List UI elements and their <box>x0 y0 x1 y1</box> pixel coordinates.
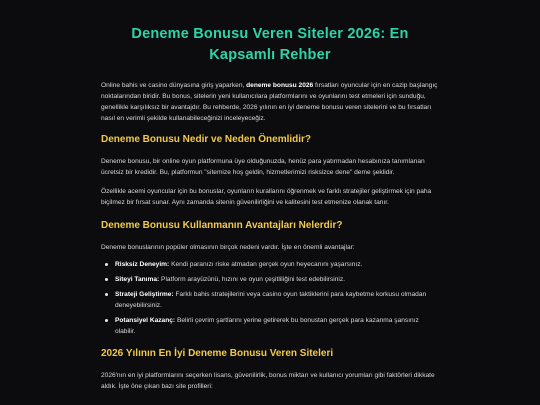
bullet-icon <box>105 319 108 322</box>
section3-paragraph-1: 2026'nın en iyi platformlarını seçerken lisans, güvenilirlik, bonus miktarı ve kullanıcı yorumları gibi faktörleri dikkate aldık. İşte öne çıkan bazı site profilleri: <box>101 372 435 390</box>
list-item-text: Farklı bahis stratejilerini veya casino oyun taktiklerini para kaybetme korkusu olmadan deneyebilirsiniz. <box>115 291 427 309</box>
page-title: Deneme Bonusu Veren Siteler 2026: En Kapsamlı Rehber <box>131 26 409 63</box>
list-item-term: Siteyi Tanıma: <box>115 276 160 283</box>
list-item <box>115 259 439 270</box>
advantages-list <box>101 259 439 337</box>
list-item-text: Belirli çevrim şartlarını yerine getirerek bu bonustan gerçek para kazanma şansınız olabilir. <box>115 317 419 335</box>
list-item-term: Potansiyel Kazanç: <box>115 317 176 324</box>
list-item <box>115 315 439 337</box>
list-item-text: Kendi paranızı riske atmadan gerçek oyun heyecanını yaşarsınız. <box>169 261 363 268</box>
intro-keyword: deneme bonusu 2026 <box>246 82 314 89</box>
list-item <box>115 274 439 285</box>
bullet-icon <box>105 278 108 281</box>
section-heading-what-is: Deneme Bonusu Nedir ve Neden Önemlidir? <box>101 134 312 145</box>
bullet-icon <box>105 263 108 266</box>
section1-paragraph-1: Deneme bonusu, bir online oyun platformuna üye olduğunuzda, henüz para yatırmadan hesabınıza tanımlanan ücretsiz bir kredidir. Bu, platformun "sitemize hoş geldin, hizmetlerimizi risksizce dene" deme şeklidir. <box>101 158 425 176</box>
bullet-icon <box>105 293 108 296</box>
section-heading-advantages: Deneme Bonusu Kullanmanın Avantajları Nelerdir? <box>101 220 343 231</box>
intro-paragraph <box>101 80 439 124</box>
article <box>101 0 439 392</box>
intro-text-pre: Online bahis ve casino dünyasına giriş yaparken, <box>101 82 247 89</box>
section-heading-best-sites: 2026 Yılının En İyi Deneme Bonusu Veren Siteleri <box>101 348 334 359</box>
list-item-term: Strateji Geliştirme: <box>115 291 174 298</box>
list-item-text: Platform arayüzünü, hızını ve oyun çeşitliliğini test edebilirsiniz. <box>159 276 346 283</box>
intro-text-post: fırsatları oyuncular için en cazip başlangıç noktalarından biridir. Bu bonus, sitelerin yeni kullanıcılara platformlarını ve oyunlarını test etmeleri için sunduğu, genellikle karşılıksız bir avantajdır. Bu rehberde, 2026 yılının en iyi deneme bonusu veren sitelerini ve bu fırsatları nasıl en verimli şekilde kullanabileceğinizi inceleyeceğiz. <box>101 82 438 122</box>
section2-lead: Deneme bonuslarının popüler olmasının birçok nedeni vardır. İşte en önemli avantajlar: <box>101 244 355 251</box>
list-item-term: Risksiz Deneyim: <box>115 261 170 268</box>
section1-paragraph-2: Özellikle acemi oyuncular için bu bonuslar, oyunların kurallarını öğrenmek ve farklı stratejiler geliştirmek için paha biçilmez bir fırsat sunar. Aynı zamanda sitenin güvenilirliğini ve kalitesini test etmenize olanak tanır. <box>101 188 432 206</box>
list-item <box>115 289 439 311</box>
